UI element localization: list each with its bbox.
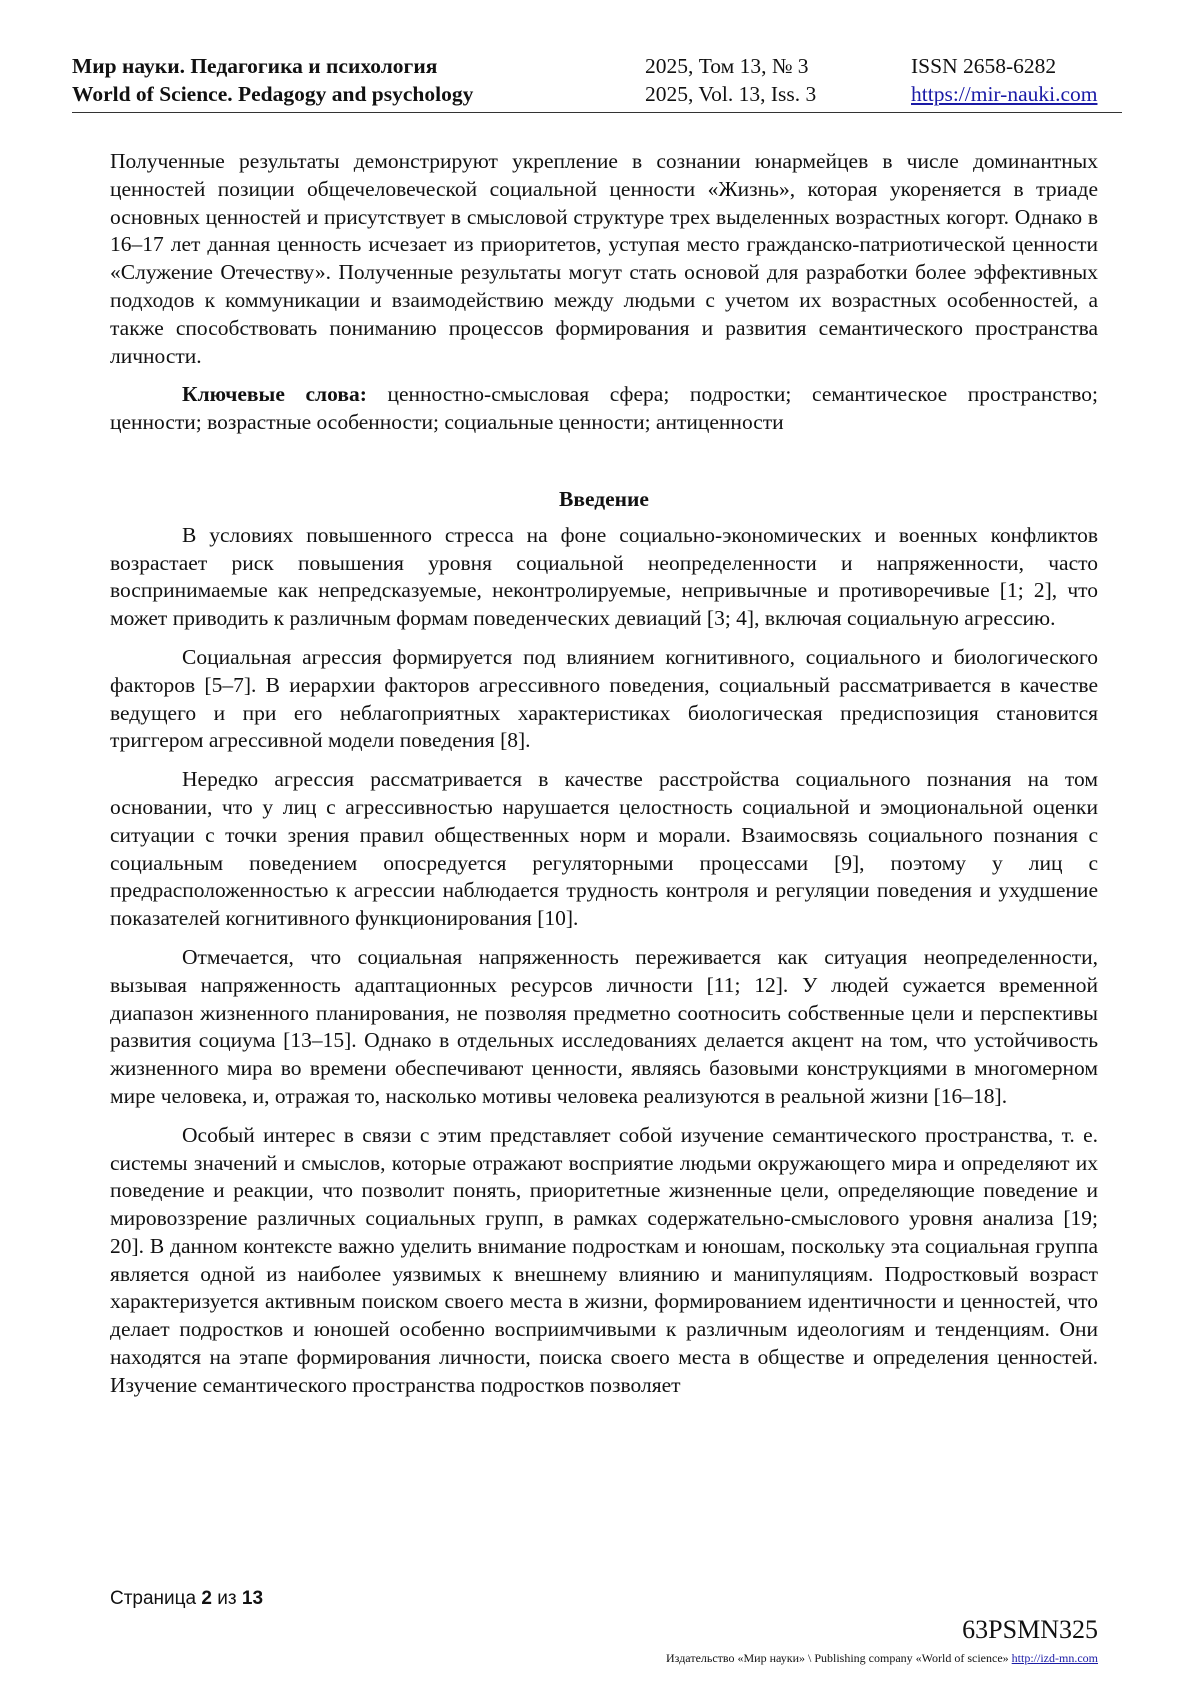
- body-paragraph: Отмечается, что социальная напряженность переживается как ситуация неопределенности, вызывая напряженность адаптационных ресурсов личности [11; 12]. У людей сужается временной диапазон жизненного планирования, не позволяя предметно соотносить собственные цели и перспективы развития социума [13–15]. Однако в отдельных исследованиях делается акцент на том, что устойчивость жизненного мира во времени обеспечивают ценности, являясь базовыми конструкциями в многомерном мире человека, и, отражая то, насколько мотивы человека реализуются в реальной жизни [16–18].: [110, 944, 1098, 1108]
- article-code: 63PSMN325: [962, 1615, 1098, 1644]
- section-title: Введение: [559, 486, 649, 511]
- journal-title-ru: Мир науки. Педагогика и психология: [72, 54, 438, 78]
- volume-info-ru: 2025, Том 13, № 3: [645, 54, 809, 78]
- volume-info: [645, 52, 816, 108]
- page-total: 13: [241, 1588, 264, 1609]
- keywords-text: ценностно-смысловая сфера; подростки; семантическое пространство; ценности; возрастные особенности; социальные ценности; антиценности: [110, 382, 1098, 435]
- keywords-paragraph: [110, 381, 1098, 437]
- keywords-label: Ключевые слова:: [182, 382, 367, 407]
- body-paragraph: Нередко агрессия рассматривается в качестве расстройства социального познания на том основании, что у лиц с агрессивностью нарушается целостность социальной и эмоциональной оценки ситуации с точки зрения правил общественных норм и морали. Взаимосвязь социального познания с социальным поведением опосредуется регуляторными процессами [9], поэтому у лиц с предрасположенностью к агрессии наблюдается трудность контроля и регуляции поведения и ухудшение показателей когнитивного функционирования [10].: [110, 767, 1098, 931]
- journal-website-link[interactable]: https://mir-nauki.com: [911, 82, 1098, 106]
- issn-number: ISSN 2658-6282: [911, 54, 1057, 78]
- page-current: 2: [201, 1588, 212, 1609]
- publisher-text: Издательство «Мир науки» \ Publishing company «World of science»: [666, 1651, 1009, 1665]
- body-paragraph: Социальная агрессия формируется под влиянием когнитивного, социального и биологического факторов [5–7]. В иерархии факторов агрессивного поведения, социальный рассматривается в качестве ведущего и при его неблагоприятных характеристиках биологическая предиспозиция становится триггером агрессивной модели поведения [8].: [110, 644, 1098, 753]
- abstract-paragraph: Полученные результаты демонстрируют укрепление в сознании юнармейцев в числе доминантных ценностей позиции общечеловеческой социальной ценности «Жизнь», которая укореняется в триаде основных ценностей и присутствует в смысловой структуре трех выделенных возрастных когорт. Однако в 16–17 лет данная ценность исчезает из приоритетов, уступая место гражданско-патриотической ценности «Служение Отечеству». Полученные результаты могут стать основой для разработки более эффективных подходов к коммуникации и взаимодействию между людьми с учетом их возрастных особенностей, а также способствовать пониманию процессов формирования и развития семантического пространства личности.: [110, 149, 1098, 368]
- issn-block: [911, 52, 1097, 108]
- page-prefix: Страница: [110, 1588, 197, 1609]
- volume-info-en: 2025, Vol. 13, Iss. 3: [645, 82, 817, 106]
- publisher-line: [666, 1650, 1098, 1666]
- page-separator: из: [217, 1588, 237, 1609]
- page-number: [110, 1587, 263, 1611]
- running-header: [72, 50, 1122, 113]
- article-body: [110, 148, 1098, 1411]
- journal-title-en: World of Science. Pedagogy and psychology: [72, 82, 474, 106]
- journal-title: [72, 52, 473, 108]
- publisher-link[interactable]: http://izd-mn.com: [1011, 1651, 1098, 1665]
- body-paragraph: Особый интерес в связи с этим представляет собой изучение семантического пространства, т. е. системы значений и смыслов, которые отражают восприятие людьми окружающего мира и определяют их поведение и реакции, что позволит понять, приоритетные жизненные цели, определяющие поведение и мировоззрение различных социальных групп, в рамках содержательно-смыслового уровня анализа [19; 20]. В данном контексте важно уделить внимание подросткам и юношам, поскольку эта социальная группа является одной из наиболее уязвимых к внешнему влиянию и манипуляциям. Подростковый возраст характеризуется активным поиском своего места в жизни, формированием идентичности и ценностей, что делает подростков и юношей особенно восприимчивыми к различным идеологиям и тенденциям. Они находятся на этапе формирования личности, поиска своего места в обществе и определения ценностей. Изучение семантического пространства подростков позволяет: [110, 1122, 1098, 1397]
- body-paragraph: В условиях повышенного стресса на фоне социально-экономических и военных конфликтов возрастает риск повышения уровня социальной неопределенности и напряженности, часто воспринимаемые как непредсказуемые, неконтролируемые, непривычные и противоречивые [1; 2], что может приводить к различным формам поведенческих девиаций [3; 4], включая социальную агрессию.: [110, 522, 1098, 631]
